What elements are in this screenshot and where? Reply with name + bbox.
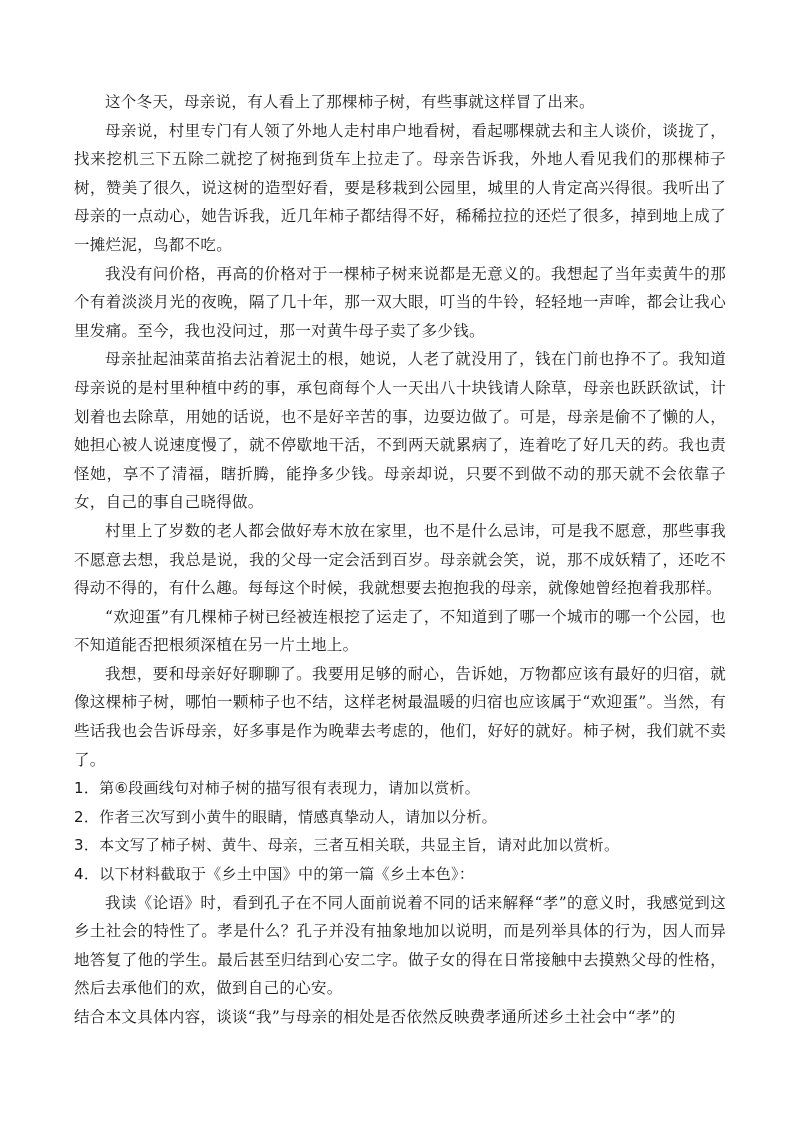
article-paragraph: 这个冬天，母亲说，有人看上了那棵柿子树，有些事就这样冒了出来。: [105, 93, 595, 111]
article-paragraph: 母亲说，村里专门有人领了外地人走村串户地看树，看起哪棵就去和主人谈价，谈拢了，找来挖机三下五除二就挖了树拖到货车上拉走了。母亲告诉我，外地人看见我们的那棵柿子树，赞美了很久，说这树的造型好看，要是移栽到公园里，城里的人肯定高兴得很。我听出了母亲的一点动心，她告诉我，近几年柿子都结得不好，稀稀拉拉的还烂了很多，掉到地上成了一摊烂泥，鸟都不吃。: [74, 121, 726, 254]
article-paragraph: 我没有问价格，再高的价格对于一棵柿子树来说都是无意义的。我想起了当年卖黄牛的那个有着淡淡月光的夜晚，隔了几十年，那一双大眼，叮当的牛铃，轻轻地一声哞，都会让我心里发痛。至今，我也没问过，那一对黄牛母子卖了多少钱。: [74, 264, 726, 340]
article-paragraph: 我想，要和母亲好好聊聊了。我要用足够的耐心，告诉她，万物都应该有最好的归宿，就像这棵柿子树，哪怕一颗柿子也不结，这样老树最温暖的归宿也应该属于“欢迎蛋”。当然，有些话我也会告诉母亲，好多事是作为晚辈去考虑的，他们，好好的就好。柿子树，我们就不卖了。: [74, 664, 726, 769]
document-page: [74, 88, 726, 1032]
question-1: 1．第⑥段画线句对柿子树的描写很有表现力，请加以赏析。: [74, 779, 481, 798]
article-paragraph: 村里上了岁数的老人都会做好寿木放在家里，也不是什么忌讳，可是我不愿意，那些事我不愿意去想，我总是说，我的父母一定会活到百岁。母亲就会笑，说，那不成妖精了，还吃不得动不得的，有什么趣。每每这个时候，我就想要去抱抱我的母亲，就像她曾经抱着我那样。: [74, 521, 726, 598]
article-paragraph: “欢迎蛋”有几棵柿子树已经被连根挖了运走了，不知道到了哪一个城市的哪一个公园，也不知道能否把根须深植在另一片土地上。: [74, 607, 726, 655]
question-2: 2．作者三次写到小黄牛的眼睛，情感真挚动人，请加以分析。: [74, 807, 497, 826]
question-4-continuation: 结合本文具体内容，谈谈“我”与母亲的相处是否依然反映费孝通所述乡土社会中“孝”的: [74, 1008, 676, 1026]
quoted-material: 我读《论语》时，看到孔子在不同人面前说着不同的话来解释“孝”的意义时，我感觉到这乡土社会的特性了。孝是什么？孔子并没有抽象地加以说明，而是列举具体的行为，因人而异地答复了他的学生。最后甚至归结到心安二字。做子女的得在日常接触中去摸熟父母的性格，然后去承他们的欢，做到自己的心安。: [74, 893, 726, 998]
article-paragraph: 母亲扯起油菜苗掐去沾着泥土的根，她说，人老了就没用了，钱在门前也挣不了。我知道母亲说的是村里种植中药的事，承包商每个人一天出八十块钱请人除草，母亲也跃跃欲试，计划着也去除草，用她的话说，也不是好辛苦的事，边耍边做了。可是，母亲是偷不了懒的人，她担心被人说速度慢了，就不停歇地干活，不到两天就累病了，连着吃了好几天的药。我也责怪她，享不了清福，瞎折腾，能挣多少钱。母亲却说，只要不到做不动的那天就不会依靠子女，自己的事自己晓得做。: [74, 350, 726, 512]
question-4: 4．以下材料截取于《乡土中国》中的第一篇《乡土本色》：: [74, 865, 475, 884]
question-3: 3．本文写了柿子树、黄牛、母亲，三者互相关联，共显主旨，请对此加以赏析。: [74, 836, 620, 855]
